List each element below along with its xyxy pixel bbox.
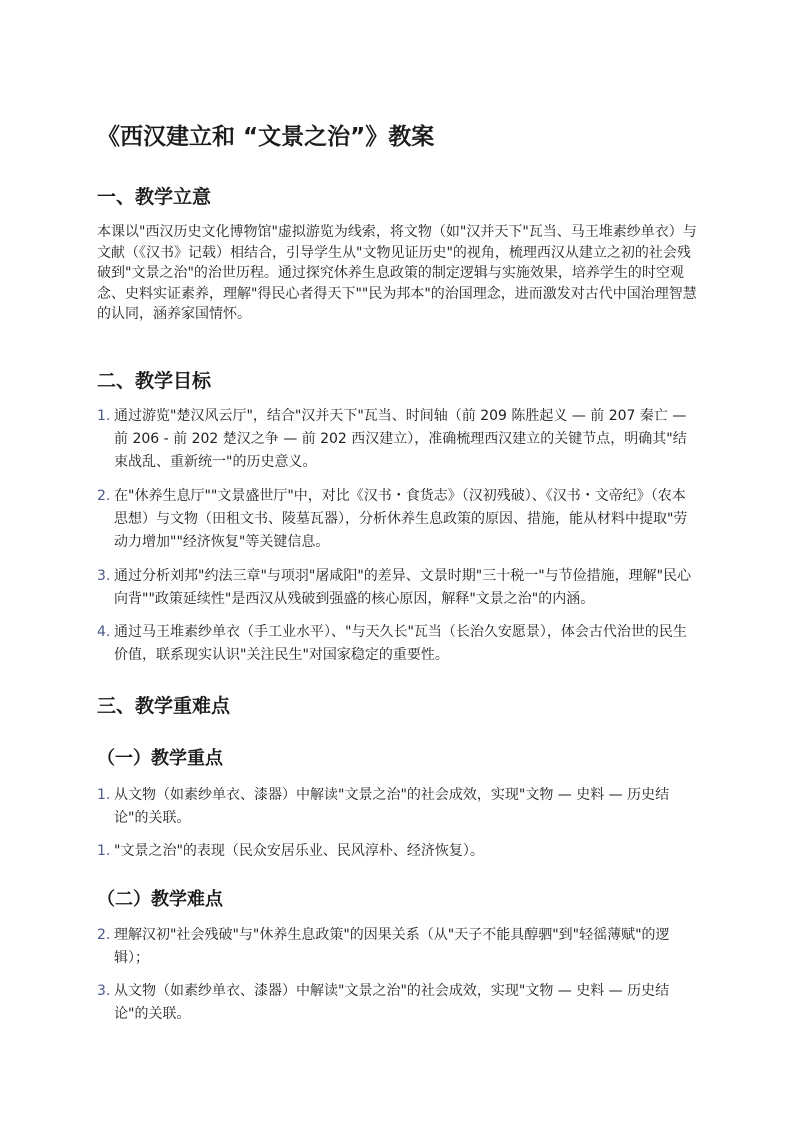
list-item-text: 理解汉初"社会残破"与"休养生息政策"的因果关系（从"天子不能具醇驷"到"轻徭薄赋"的逻辑）； xyxy=(114,927,670,966)
section-heading-key-points: 三、教学重难点 xyxy=(97,695,231,717)
teaching-intent-paragraph: 本课以"西汉历史文化博物馆"虚拟游览为线索，将文物（如"汉并天下"瓦当、马王堆素纱单衣）与文献（《汉书》记载）相结合，引导学生从"文物见证历史"的视角，梳理西汉从建立之初的社会残破到"文景之治"的治世历程。通过探究休养生息政策的制定逻辑与实施效果，培养学生的时空观念、史料实证素养，理解"得民心者得天下""民为邦本"的治国理念，进而激发对古代中国治理智慧的认同，涵养家国情怀。 xyxy=(97,224,697,322)
section-heading-teaching-goals: 二、教学目标 xyxy=(97,370,212,392)
subsection-heading-key-focus: （一）教学重点 xyxy=(97,748,223,769)
list-number: 4. xyxy=(97,624,111,640)
list-number: 3. xyxy=(97,983,111,999)
list-item-text: 在"休养生息厅""文景盛世厅"中，对比《汉书・食货志》（汉初残破）、《汉书・文帝纪》（农本思想）与文物（田租文书、陵墓瓦器），分析休养生息政策的原因、措施，能从材料中提取"劳动力增加""经济恢复"等关键信息。 xyxy=(114,488,688,550)
section-heading-teaching-intent: 一、教学立意 xyxy=(97,186,212,208)
list-item xyxy=(97,405,697,474)
subsection-heading-key-difficulty: （二）教学难点 xyxy=(97,889,223,910)
list-item-text: 从文物（如素纱单衣、漆器）中解读"文景之治"的社会成效，实现"文物 — 史料 — 历史结论"的关联。 xyxy=(114,983,670,1022)
list-item-text: 通过马王堆素纱单衣（手工业水平）、"与天久长"瓦当（长治久安愿景），体会古代治世的民生价值，联系现实认识"关注民生"对国家稳定的重要性。 xyxy=(114,624,687,663)
list-item xyxy=(97,565,697,611)
list-item-text: "文景之治"的表现（民众安居乐业、民风淳朴、经济恢复）。 xyxy=(114,843,484,859)
list-number: 1. xyxy=(97,843,111,859)
list-item xyxy=(97,485,697,554)
list-item-text: 通过游览"楚汉风云厅"，结合"汉并天下"瓦当、时间轴（前 209 陈胜起义 — 前 207 秦亡 — 前 206 - 前 202 楚汉之争 — 前 202 西汉建立），准确梳理西汉建立的关键节点，明确其"结束战乱、重新统一"的历史意义。 xyxy=(114,408,687,470)
list-item xyxy=(97,924,697,970)
list-item xyxy=(97,840,697,863)
document-title: 《西汉建立和 “文景之治”》教案 xyxy=(97,124,435,150)
list-item xyxy=(97,784,697,830)
list-number: 1. xyxy=(97,787,111,803)
list-number: 2. xyxy=(97,927,111,943)
list-number: 1. xyxy=(97,408,111,424)
list-item-text: 从文物（如素纱单衣、漆器）中解读"文景之治"的社会成效，实现"文物 — 史料 — 历史结论"的关联。 xyxy=(114,787,670,826)
list-item-text: 通过分析刘邦"约法三章"与项羽"屠咸阳"的差异、文景时期"三十税一"与节俭措施，理解"民心向背""政策延续性"是西汉从残破到强盛的核心原因，解释"文景之治"的内涵。 xyxy=(114,568,692,607)
list-item xyxy=(97,621,697,667)
list-item xyxy=(97,980,697,1026)
list-number: 3. xyxy=(97,568,111,584)
list-number: 2. xyxy=(97,488,111,504)
